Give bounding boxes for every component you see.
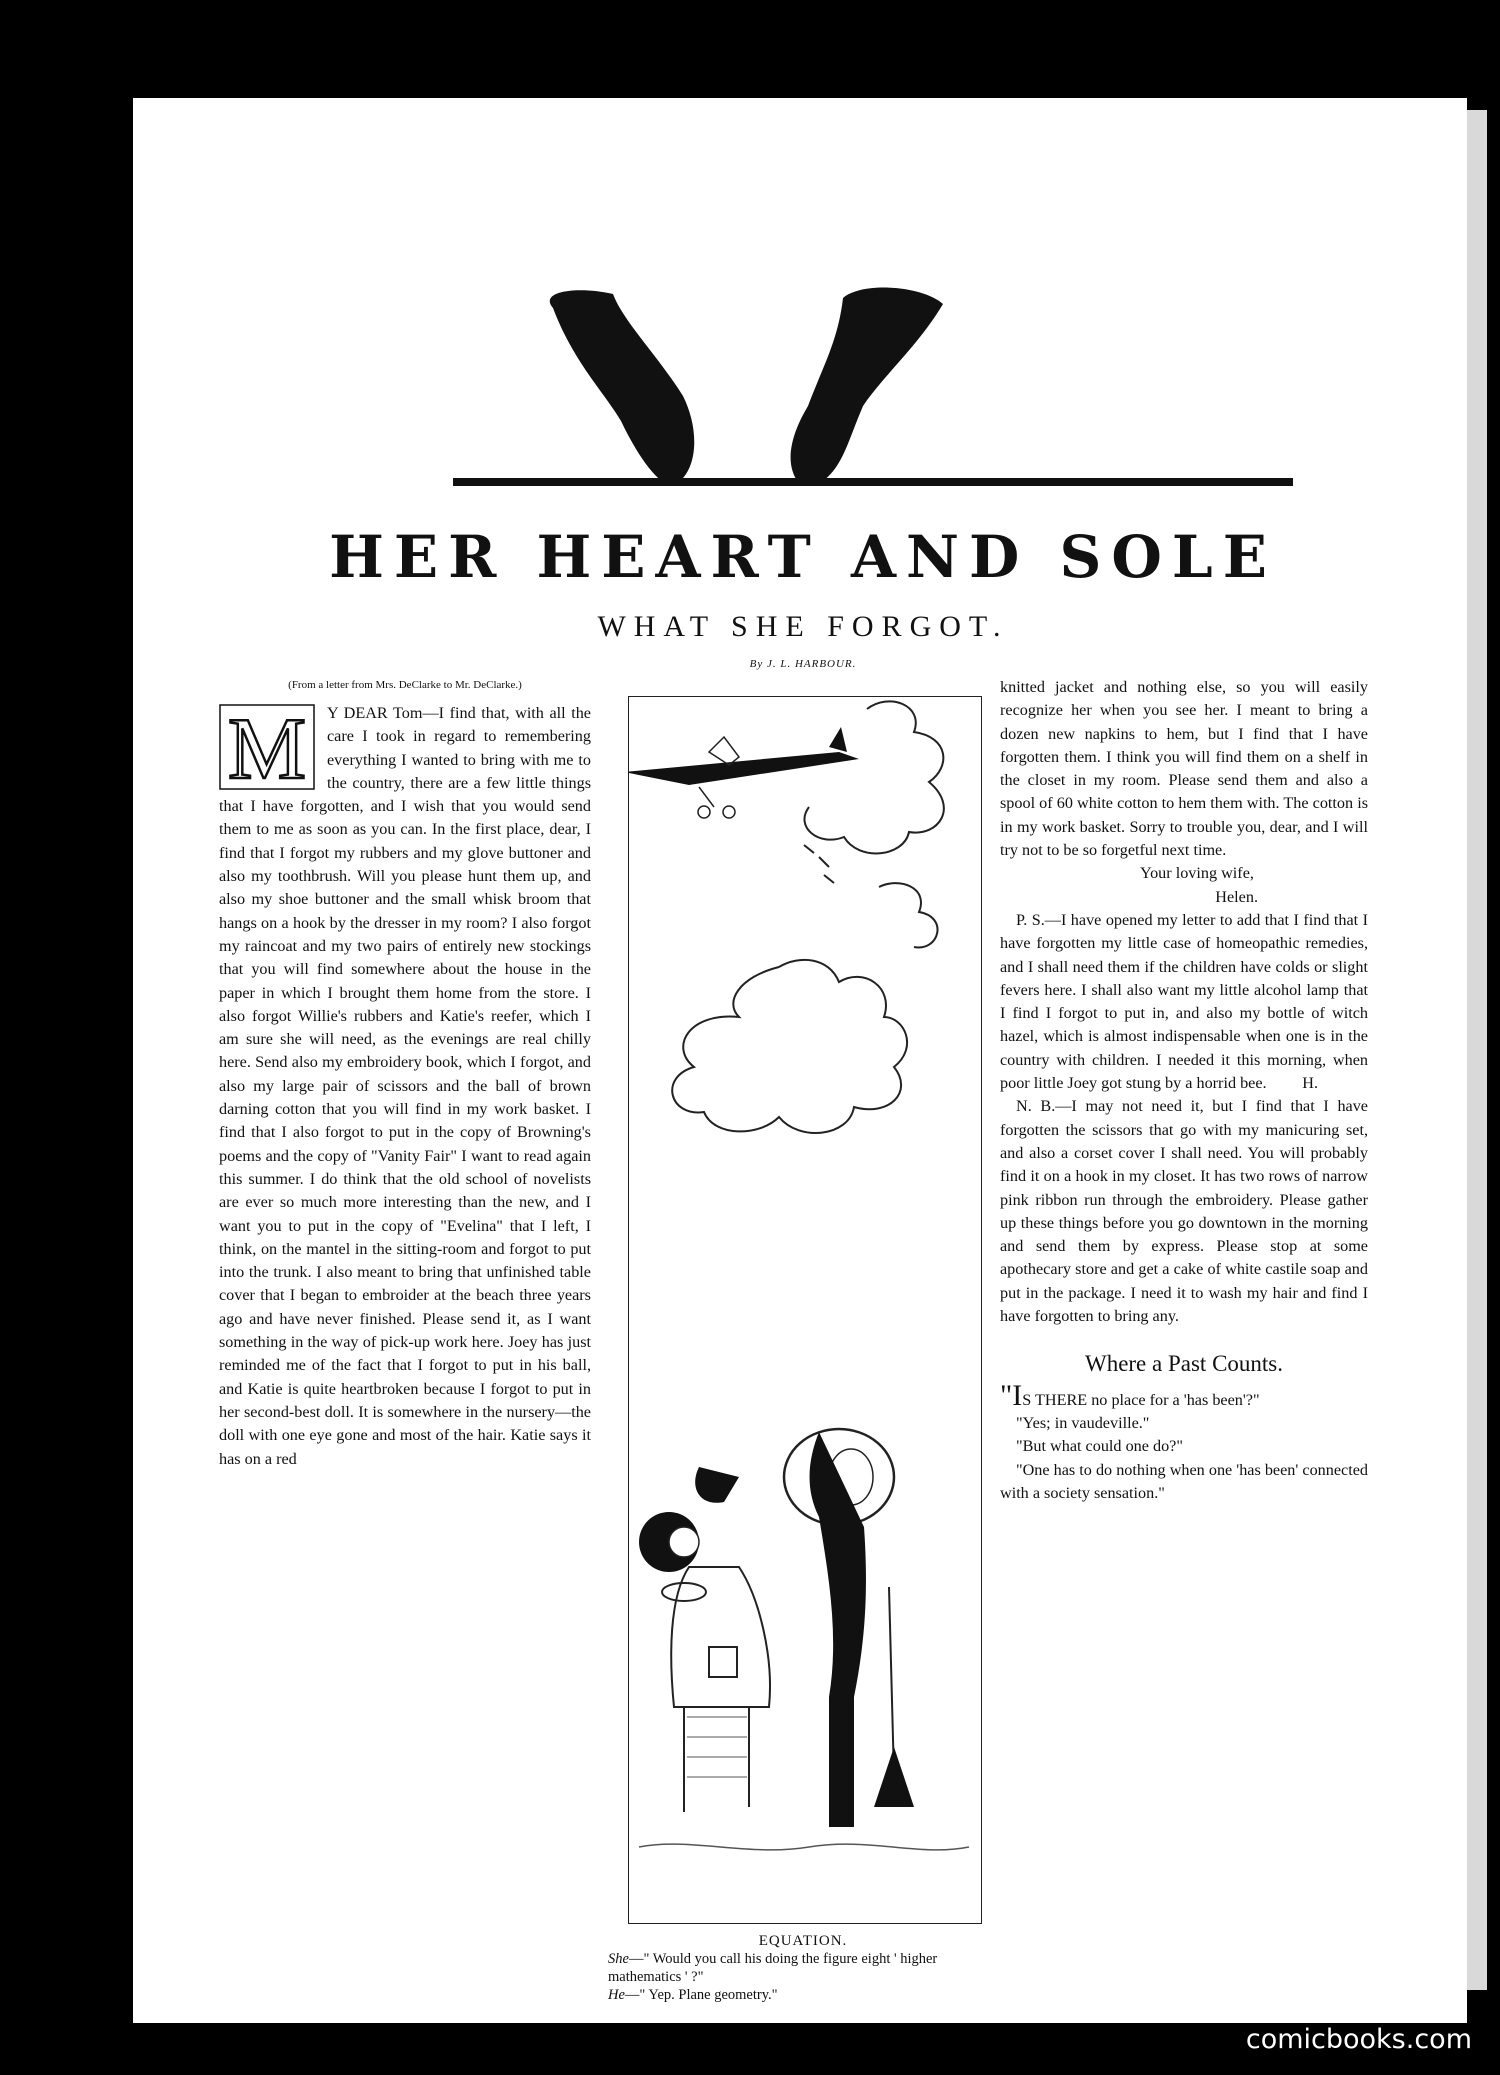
nota-bene-paragraph: N. B.—I may not need it, but I find that I have forgotten the scissors that go with my manicuring set, and also a corset cover I shall need. You will probably find it on a hook in my closet. It has two rows of narrow pink ribbon run through the embroidery. Please gather up these things before you go downtown in the morning and send them by express. Please stop at some apothecary store and get a cake of white castile soap and put in the package. I need it to wash my hair and find I have forgotten to bring any. xyxy=(1000,1097,1368,1326)
source-note: (From a letter from Mrs. DeClarke to Mr. DeClarke.) xyxy=(288,679,522,691)
text-column-right xyxy=(1000,676,1368,1505)
caption-she-label: She xyxy=(608,1951,629,1967)
ornamental-dropcap xyxy=(219,704,315,790)
text-column-left xyxy=(219,678,591,1471)
postscript-text: P. S.—I have opened my letter to add that I find that I have forgotten my little case of homeopathic remedies, and I shall need them if the children have colds or slight fevers here. I shall also want my little alcohol lamp that I find I forgot to put in, and also my bottle of witch hazel, which is almost indispensable when one is in the country with children. I needed it this morning, when poor little Joey got stung by a horrid bee. xyxy=(1000,910,1368,1093)
past-counts-cap: "I xyxy=(1000,1378,1023,1412)
letter-opening-paragraph xyxy=(219,702,591,1471)
caption-she-text: —" Would you call his doing the figure eight ' higher mathematics ' ?" xyxy=(608,1951,938,1985)
letter-opening-text: Y DEAR Tom—I find that, with all the care I took in regard to remembering everything I wanted to bring with me to the country, there are a few little things that I have forgotten, and I wish that you would send them to me as soon as you can. In the first place, dear, I find that I forgot my rubbers and my glove buttoner and also my toothbrush. Will you please hunt them up, and also my shoe buttoner and the small whisk broom that hangs on a hook by the dresser in my room? I also forgot my raincoat and my two pairs of entirely new stockings that you will find somewhere about the house in the paper in which I brought them home from the store. I also forgot Willie's rubbers and Katie's reefer, which I am sure she will need, as the evenings are real chilly here. Send also my embroidery book, which I forgot, and also my large pair of scissors and the ball of brown darning cotton that you will find in my work basket. I find that I also forgot to put in the copy of Browning's poems and the copy of "Vanity Fair" I want to read again this summer. I do think that the old school of novelists are ever so much more interesting than the new, and I want you to put in the copy of "Evelina" that I left, I think, on the mantel in the sitting-room and forgot to put into the trunk. I also meant to bring that unfinished table cover that I began to embroider at the beach three years ago and have never finished. Please send it, as I want something in the way of pick-up work here. Joey has just reminded me of the fact that I forgot to put in his ball, and Katie is quite heartbroken because I forgot to put in her second-best doll. It is somewhere in the nursery—the doll with one eye gone and most of the hair. Katie says it has on a red xyxy=(219,704,591,1468)
postscript-paragraph xyxy=(1000,909,1368,1095)
caption-she-line xyxy=(603,1950,1003,1986)
past-counts-line-4: "One has to do nothing when one 'has been' connected with a society sensation." xyxy=(1000,1460,1368,1502)
cartoon-caption xyxy=(603,1932,1003,2004)
past-counts-line-1-text: S THERE no place for a 'has been'?" xyxy=(1022,1390,1260,1409)
letter-closing: Your loving wife, xyxy=(1140,864,1254,883)
byline: By J. L. HARBOUR. xyxy=(749,658,857,670)
magazine-page xyxy=(133,98,1467,2023)
article-title: HER HEART AND SOLE xyxy=(329,523,1277,591)
page-spine-edge xyxy=(1467,110,1487,1990)
caption-he-text: —" Yep. Plane geometry." xyxy=(624,1987,778,2003)
heart-shoes-illustration xyxy=(303,246,1303,486)
past-counts-line-2: "Yes; in vaudeville." xyxy=(1016,1413,1150,1432)
letter-signature: Helen. xyxy=(1215,887,1258,906)
caption-title: EQUATION. xyxy=(758,1933,848,1949)
section-title: Where a Past Counts. xyxy=(1084,1351,1283,1377)
site-watermark: comicbooks.com xyxy=(1245,2024,1472,2055)
past-counts-line-1 xyxy=(1000,1378,1368,1412)
past-counts-line-3: "But what could one do?" xyxy=(1016,1437,1183,1456)
letter-continued-paragraph: knitted jacket and nothing else, so you will easily recognize her when you see her. I meant to bring a dozen new napkins to hem, but I find that I have forgotten them. I think you will find them on a shelf in the closet in my room. Please send them and also a spool of 60 white cotton to hem them with. The cotton is in my work basket. Sorry to trouble you, dear, and I will try not to be so forgetful next time. xyxy=(1000,678,1368,860)
cartoon-drawing xyxy=(629,697,983,1925)
equation-cartoon xyxy=(628,696,982,1924)
article-subtitle: WHAT SHE FORGOT. xyxy=(597,610,1009,643)
caption-he-line xyxy=(603,1986,1003,2004)
dropcap-letter: M xyxy=(227,704,307,790)
caption-he-label: He xyxy=(608,1987,625,2003)
postscript-initial: H. xyxy=(1302,1074,1318,1093)
